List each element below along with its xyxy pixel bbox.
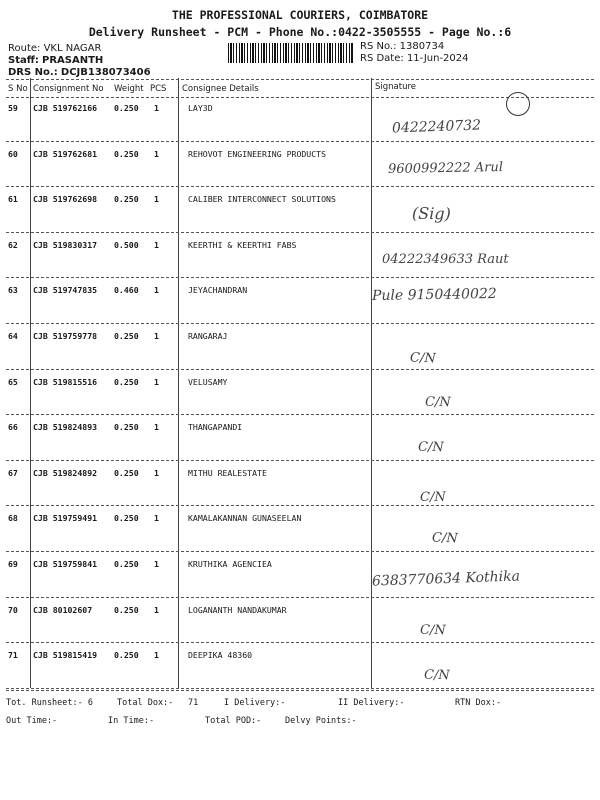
row-sno: 65 bbox=[8, 376, 18, 387]
drs-label: DRS No.: bbox=[8, 67, 58, 78]
row-pcs: 1 bbox=[154, 194, 159, 205]
row-divider bbox=[6, 369, 594, 370]
col-signature-header: Signature bbox=[375, 82, 417, 92]
document-title: THE PROFESSIONAL COURIERS, COIMBATORE bbox=[171, 8, 429, 22]
row-consignment: CJB 519815419 bbox=[33, 650, 98, 661]
row-consignee: KRUTHIKA AGENCIEA bbox=[188, 559, 272, 569]
row-sno: 67 bbox=[8, 467, 18, 478]
drs-value: DCJB138073406 bbox=[60, 67, 151, 78]
row-signature: Pule 9150440022 bbox=[371, 286, 497, 305]
row-signature: C/N bbox=[419, 622, 446, 638]
row-consignment: CJB 519824892 bbox=[33, 467, 98, 478]
row-consignment: CJB 519759841 bbox=[33, 559, 98, 569]
row-divider bbox=[6, 186, 594, 187]
row-divider bbox=[6, 141, 594, 142]
row-pcs: 1 bbox=[154, 467, 159, 478]
rs-date-line bbox=[360, 53, 469, 64]
tot-runsheet: Tot. Runsheet:- 6 bbox=[6, 698, 93, 708]
row-weight: 0.460 bbox=[114, 285, 139, 296]
col-pcs-header: PCS bbox=[150, 84, 167, 94]
rs-no-line bbox=[360, 41, 444, 52]
row-consignment: CJB 519747835 bbox=[33, 285, 98, 296]
row-signature: C/N bbox=[409, 350, 436, 367]
barcode-image bbox=[228, 43, 353, 63]
row-divider bbox=[6, 460, 594, 461]
rs-no-value: 1380734 bbox=[399, 41, 445, 52]
row-consignee: VELUSAMY bbox=[188, 376, 228, 387]
row-consignee: THANGAPANDI bbox=[188, 422, 243, 433]
header-rule-bottom bbox=[6, 97, 594, 98]
staff-label: Staff: bbox=[8, 55, 39, 66]
row-weight: 0.250 bbox=[114, 376, 139, 387]
row-divider bbox=[6, 642, 594, 643]
row-pcs: 1 bbox=[154, 604, 159, 615]
row-consignment: CJB 519762698 bbox=[33, 194, 98, 205]
row-sno: 68 bbox=[8, 513, 18, 524]
row-divider bbox=[6, 597, 594, 598]
row-divider bbox=[6, 414, 594, 415]
row-sno: 69 bbox=[8, 559, 18, 569]
row-pcs: 1 bbox=[154, 650, 159, 661]
row-consignment: CJB 519759778 bbox=[33, 331, 98, 341]
row-weight: 0.250 bbox=[114, 559, 139, 569]
row-pcs: 1 bbox=[154, 376, 159, 387]
row-consignment: CJB 519762681 bbox=[33, 148, 98, 159]
row-pcs: 1 bbox=[154, 239, 159, 250]
row-sno: 59 bbox=[8, 103, 18, 113]
row-consignee: DEEPIKA 48360 bbox=[188, 650, 253, 661]
row-pcs: 1 bbox=[154, 148, 159, 159]
row-weight: 0.500 bbox=[114, 239, 139, 250]
col-sno-header: S No bbox=[8, 84, 28, 94]
row-pcs: 1 bbox=[154, 422, 159, 433]
row-sno: 62 bbox=[8, 239, 18, 250]
row-weight: 0.250 bbox=[114, 604, 139, 615]
row-sno: 70 bbox=[8, 604, 18, 615]
ii-delivery: II Delivery:- bbox=[338, 698, 405, 708]
rs-date-value: 11-Jun-2024 bbox=[406, 53, 469, 64]
row-consignee: JEYACHANDRAN bbox=[188, 285, 248, 296]
row-weight: 0.250 bbox=[114, 513, 139, 524]
row-signature: C/N bbox=[423, 667, 450, 684]
rtn-dox: RTN Dox:- bbox=[455, 698, 502, 708]
staff-value: PRASANTH bbox=[42, 55, 104, 66]
row-signature: 04222349633 Raut bbox=[382, 251, 509, 267]
row-pcs: 1 bbox=[154, 331, 159, 341]
drs-line bbox=[8, 67, 151, 78]
row-consignment: CJB 519830317 bbox=[33, 239, 98, 250]
row-divider bbox=[6, 551, 594, 552]
row-consignment: CJB 519824893 bbox=[33, 422, 98, 433]
route-line bbox=[8, 43, 101, 54]
row-sno: 64 bbox=[8, 331, 18, 341]
row-pcs: 1 bbox=[154, 285, 159, 296]
row-divider bbox=[6, 232, 594, 233]
row-consignee: CALIBER INTERCONNECT SOLUTIONS bbox=[188, 194, 336, 205]
total-dox-value: 71 bbox=[188, 698, 199, 708]
row-sno: 61 bbox=[8, 194, 18, 205]
row-sno: 63 bbox=[8, 285, 18, 296]
rs-date-label: RS Date: bbox=[360, 53, 404, 64]
row-weight: 0.250 bbox=[114, 650, 139, 661]
row-signature: 6383770634 Kothika bbox=[371, 568, 521, 590]
signature-stamp bbox=[506, 92, 530, 116]
row-weight: 0.250 bbox=[114, 148, 139, 159]
footer-rule bbox=[6, 690, 594, 691]
row-weight: 0.250 bbox=[114, 103, 139, 113]
col-consignee-header: Consignee Details bbox=[182, 84, 259, 94]
route-value: VKL NAGAR bbox=[43, 43, 102, 54]
row-consignment: CJB 519815516 bbox=[33, 376, 98, 387]
row-divider bbox=[6, 323, 594, 324]
row-consignee: MITHU REALESTATE bbox=[188, 467, 267, 478]
row-divider bbox=[6, 505, 594, 506]
row-weight: 0.250 bbox=[114, 422, 139, 433]
row-consignee: REHOVOT ENGINEERING PRODUCTS bbox=[188, 148, 327, 159]
row-consignee: KAMALAKANNAN GUNASEELAN bbox=[188, 513, 302, 524]
row-signature: 0422240732 bbox=[391, 117, 482, 137]
header-rule-top bbox=[6, 79, 594, 80]
row-weight: 0.250 bbox=[114, 194, 139, 205]
row-divider bbox=[6, 688, 594, 689]
route-label: Route: bbox=[8, 43, 41, 54]
row-pcs: 1 bbox=[154, 103, 159, 113]
row-signature: C/N bbox=[420, 489, 446, 505]
out-time: Out Time:- bbox=[6, 716, 58, 726]
rs-no-label: RS No.: bbox=[360, 41, 397, 52]
row-signature: C/N bbox=[431, 530, 458, 547]
row-sno: 71 bbox=[8, 650, 18, 661]
row-signature: C/N bbox=[417, 439, 444, 456]
staff-line bbox=[8, 55, 103, 66]
row-sno: 60 bbox=[8, 148, 18, 159]
row-consignment: CJB 519759491 bbox=[33, 513, 98, 524]
document-subtitle: Delivery Runsheet - PCM - Phone No.:0422-3505555 - Page No.:6 bbox=[88, 25, 512, 39]
col-consignment-header: Consignment No bbox=[33, 84, 104, 94]
total-pod: Total POD:- bbox=[205, 716, 262, 726]
row-consignee: LAY3D bbox=[188, 103, 213, 113]
row-weight: 0.250 bbox=[114, 331, 139, 341]
row-signature: 9600992222 Arul bbox=[387, 159, 504, 177]
row-pcs: 1 bbox=[154, 559, 159, 569]
total-dox-label: Total Dox:- bbox=[117, 698, 174, 708]
row-signature: (Sig) bbox=[411, 203, 451, 224]
row-pcs: 1 bbox=[154, 513, 159, 524]
row-signature: C/N bbox=[424, 394, 451, 410]
row-consignee: RANGARAJ bbox=[188, 331, 228, 341]
row-divider bbox=[6, 277, 594, 278]
i-delivery: I Delivery:- bbox=[224, 698, 286, 708]
row-consignee: KEERTHI & KEERTHI FABS bbox=[188, 239, 297, 250]
in-time: In Time:- bbox=[108, 716, 155, 726]
row-weight: 0.250 bbox=[114, 467, 139, 478]
row-sno: 66 bbox=[8, 422, 18, 433]
col-weight-header: Weight bbox=[114, 84, 144, 94]
row-consignee: LOGANANTH NANDAKUMAR bbox=[188, 604, 287, 615]
row-consignment: CJB 80102607 bbox=[33, 604, 93, 615]
delvy-points: Delvy Points:- bbox=[285, 716, 357, 726]
row-consignment: CJB 519762166 bbox=[33, 103, 98, 113]
